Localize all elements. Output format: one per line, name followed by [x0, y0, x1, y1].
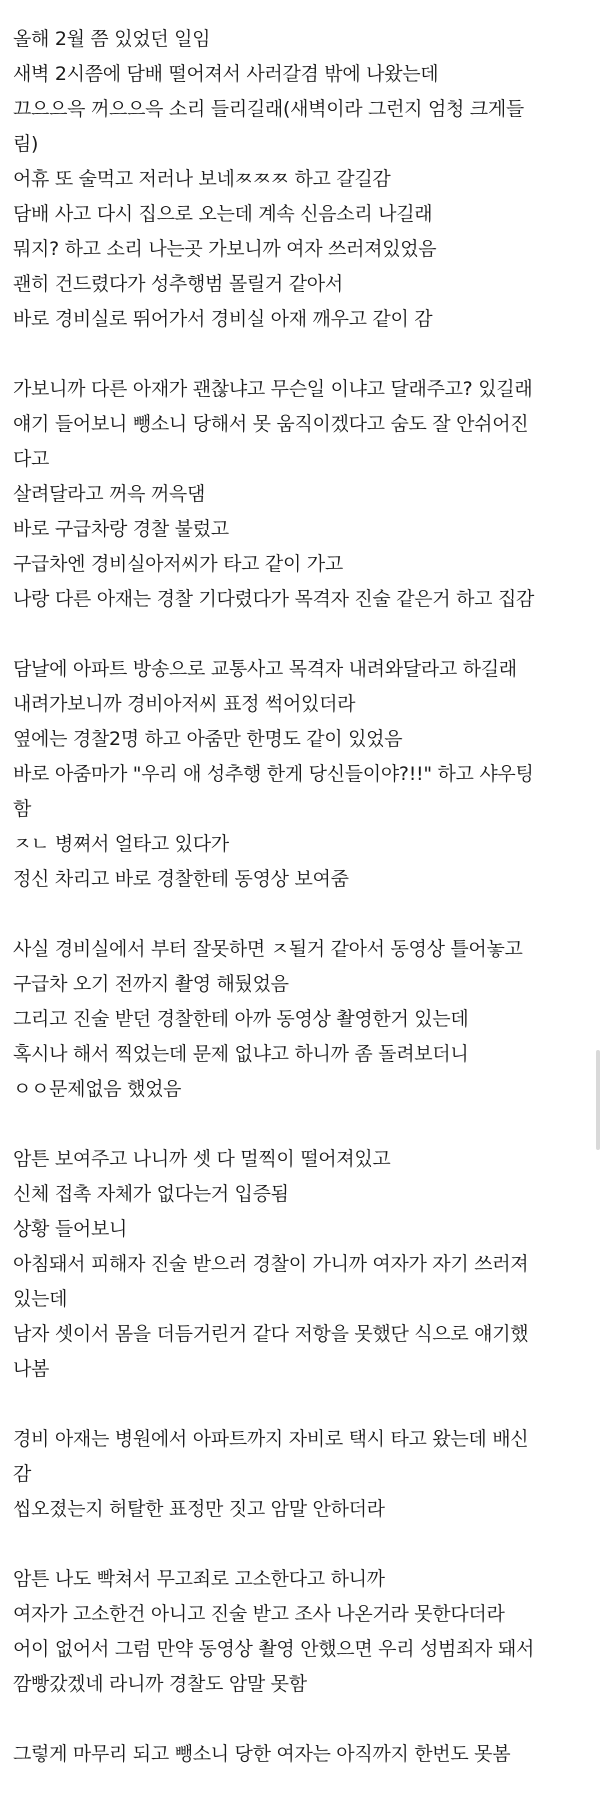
text-line: 상황 들어보니 [13, 1218, 128, 1240]
text-line: 씹오졌는지 허탈한 표정만 짓고 암말 안하더라 [13, 1498, 385, 1520]
text-line: 나랑 다른 아재는 경찰 기다렸다가 목격자 진술 같은거 하고 집감 [13, 588, 535, 610]
paragraph-6 [13, 1422, 595, 1527]
text-line: 감 [13, 1463, 32, 1485]
paragraph-8 [13, 1737, 595, 1772]
paragraph-5 [13, 1142, 595, 1387]
text-line: 그리고 진술 받던 경찰한테 아까 동영상 촬영한거 있는데 [13, 1008, 469, 1030]
paragraph-1 [13, 22, 595, 337]
text-line: 괜히 건드렸다가 성추행범 몰릴거 같아서 [13, 273, 343, 295]
text-line: 경비 아재는 병원에서 아파트까지 자비로 택시 타고 왔는데 배신 [13, 1428, 529, 1450]
text-line: 있는데 [13, 1288, 68, 1310]
text-line: 림) [13, 133, 39, 155]
text-line: 뭐지? 하고 소리 나는곳 가보니까 여자 쓰러져있었음 [13, 238, 437, 260]
post-body [13, 22, 595, 1807]
text-line: 바로 아줌마가 "우리 애 성추행 한게 당신들이야?!!" 하고 샤우팅 [13, 763, 534, 785]
text-line: 암튼 보여주고 나니까 셋 다 멀찍이 떨어져있고 [13, 1148, 391, 1170]
text-line: 얘기 들어보니 뺑소니 당해서 못 움직이겠다고 숨도 잘 안쉬어진 [13, 413, 529, 435]
scrollbar-thumb[interactable] [596, 1050, 600, 1150]
text-line: 올해 2월 쯤 있었던 일임 [13, 28, 211, 50]
text-line: 다고 [13, 448, 50, 470]
text-line: ㅇㅇ문제없음 했었음 [13, 1078, 182, 1100]
text-line: 암튼 나도 빡쳐서 무고죄로 고소한다고 하니까 [13, 1568, 385, 1590]
paragraph-2 [13, 372, 595, 617]
text-line: 가보니까 다른 아재가 괜찮냐고 무슨일 이냐고 달래주고? 있길래 [13, 378, 533, 400]
text-line: 혹시나 해서 찍었는데 문제 없냐고 하니까 좀 돌려보더니 [13, 1043, 469, 1065]
text-line: 깜빵갔겠네 라니까 경찰도 암말 못함 [13, 1673, 307, 1695]
text-line: 담날에 아파트 방송으로 교통사고 목격자 내려와달라고 하길래 [13, 658, 517, 680]
text-line: 끄으으윽 꺼으으윽 소리 들리길래(새벽이라 그런지 엄청 크게들 [13, 98, 524, 120]
text-line: 정신 차리고 바로 경찰한테 동영상 보여줌 [13, 868, 349, 890]
text-line: 어이 없어서 그럼 만약 동영상 촬영 안했으면 우리 성범죄자 돼서 [13, 1638, 535, 1660]
text-line: 내려가보니까 경비아저씨 표정 썩어있더라 [13, 693, 356, 715]
text-line: 살려달라고 꺼윽 꺼윽댐 [13, 483, 206, 505]
paragraph-3 [13, 652, 595, 897]
text-line: 새벽 2시쯤에 담배 떨어져서 사러갈겸 밖에 나왔는데 [13, 63, 439, 85]
text-line: 함 [13, 798, 32, 820]
text-line: 나봄 [13, 1358, 50, 1380]
paragraph-4 [13, 932, 595, 1107]
text-line: 구급차엔 경비실아저씨가 타고 같이 가고 [13, 553, 343, 575]
text-line: 바로 경비실로 뛰어가서 경비실 아재 깨우고 같이 감 [13, 308, 433, 330]
text-line: 바로 구급차랑 경찰 불렀고 [13, 518, 229, 540]
text-line: 신체 접촉 자체가 없다는거 입증됨 [13, 1183, 289, 1205]
text-line: 구급차 오기 전까지 촬영 해뒀었음 [13, 973, 289, 995]
text-line: 아침돼서 피해자 진술 받으러 경찰이 가니까 여자가 자기 쓰러져 [13, 1253, 529, 1275]
text-line: 옆에는 경찰2명 하고 아줌만 한명도 같이 있었음 [13, 728, 403, 750]
text-line: 사실 경비실에서 부터 잘못하면 ㅈ될거 같아서 동영상 틀어놓고 [13, 938, 523, 960]
text-line: 그렇게 마무리 되고 뺑소니 당한 여자는 아직까지 한번도 못봄 [13, 1743, 511, 1765]
text-line: 여자가 고소한건 아니고 진술 받고 조사 나온거라 못한다더라 [13, 1603, 505, 1625]
text-line: ㅈㄴ 병쪄서 얼타고 있다가 [13, 833, 229, 855]
paragraph-7 [13, 1562, 595, 1702]
text-line: 어휴 또 술먹고 저러나 보네ㅉㅉㅉ 하고 갈길감 [13, 168, 391, 190]
text-line: 남자 셋이서 몸을 더듬거린거 같다 저항을 못했단 식으로 얘기했 [13, 1323, 529, 1345]
text-line: 담배 사고 다시 집으로 오는데 계속 신음소리 나길래 [13, 203, 433, 225]
